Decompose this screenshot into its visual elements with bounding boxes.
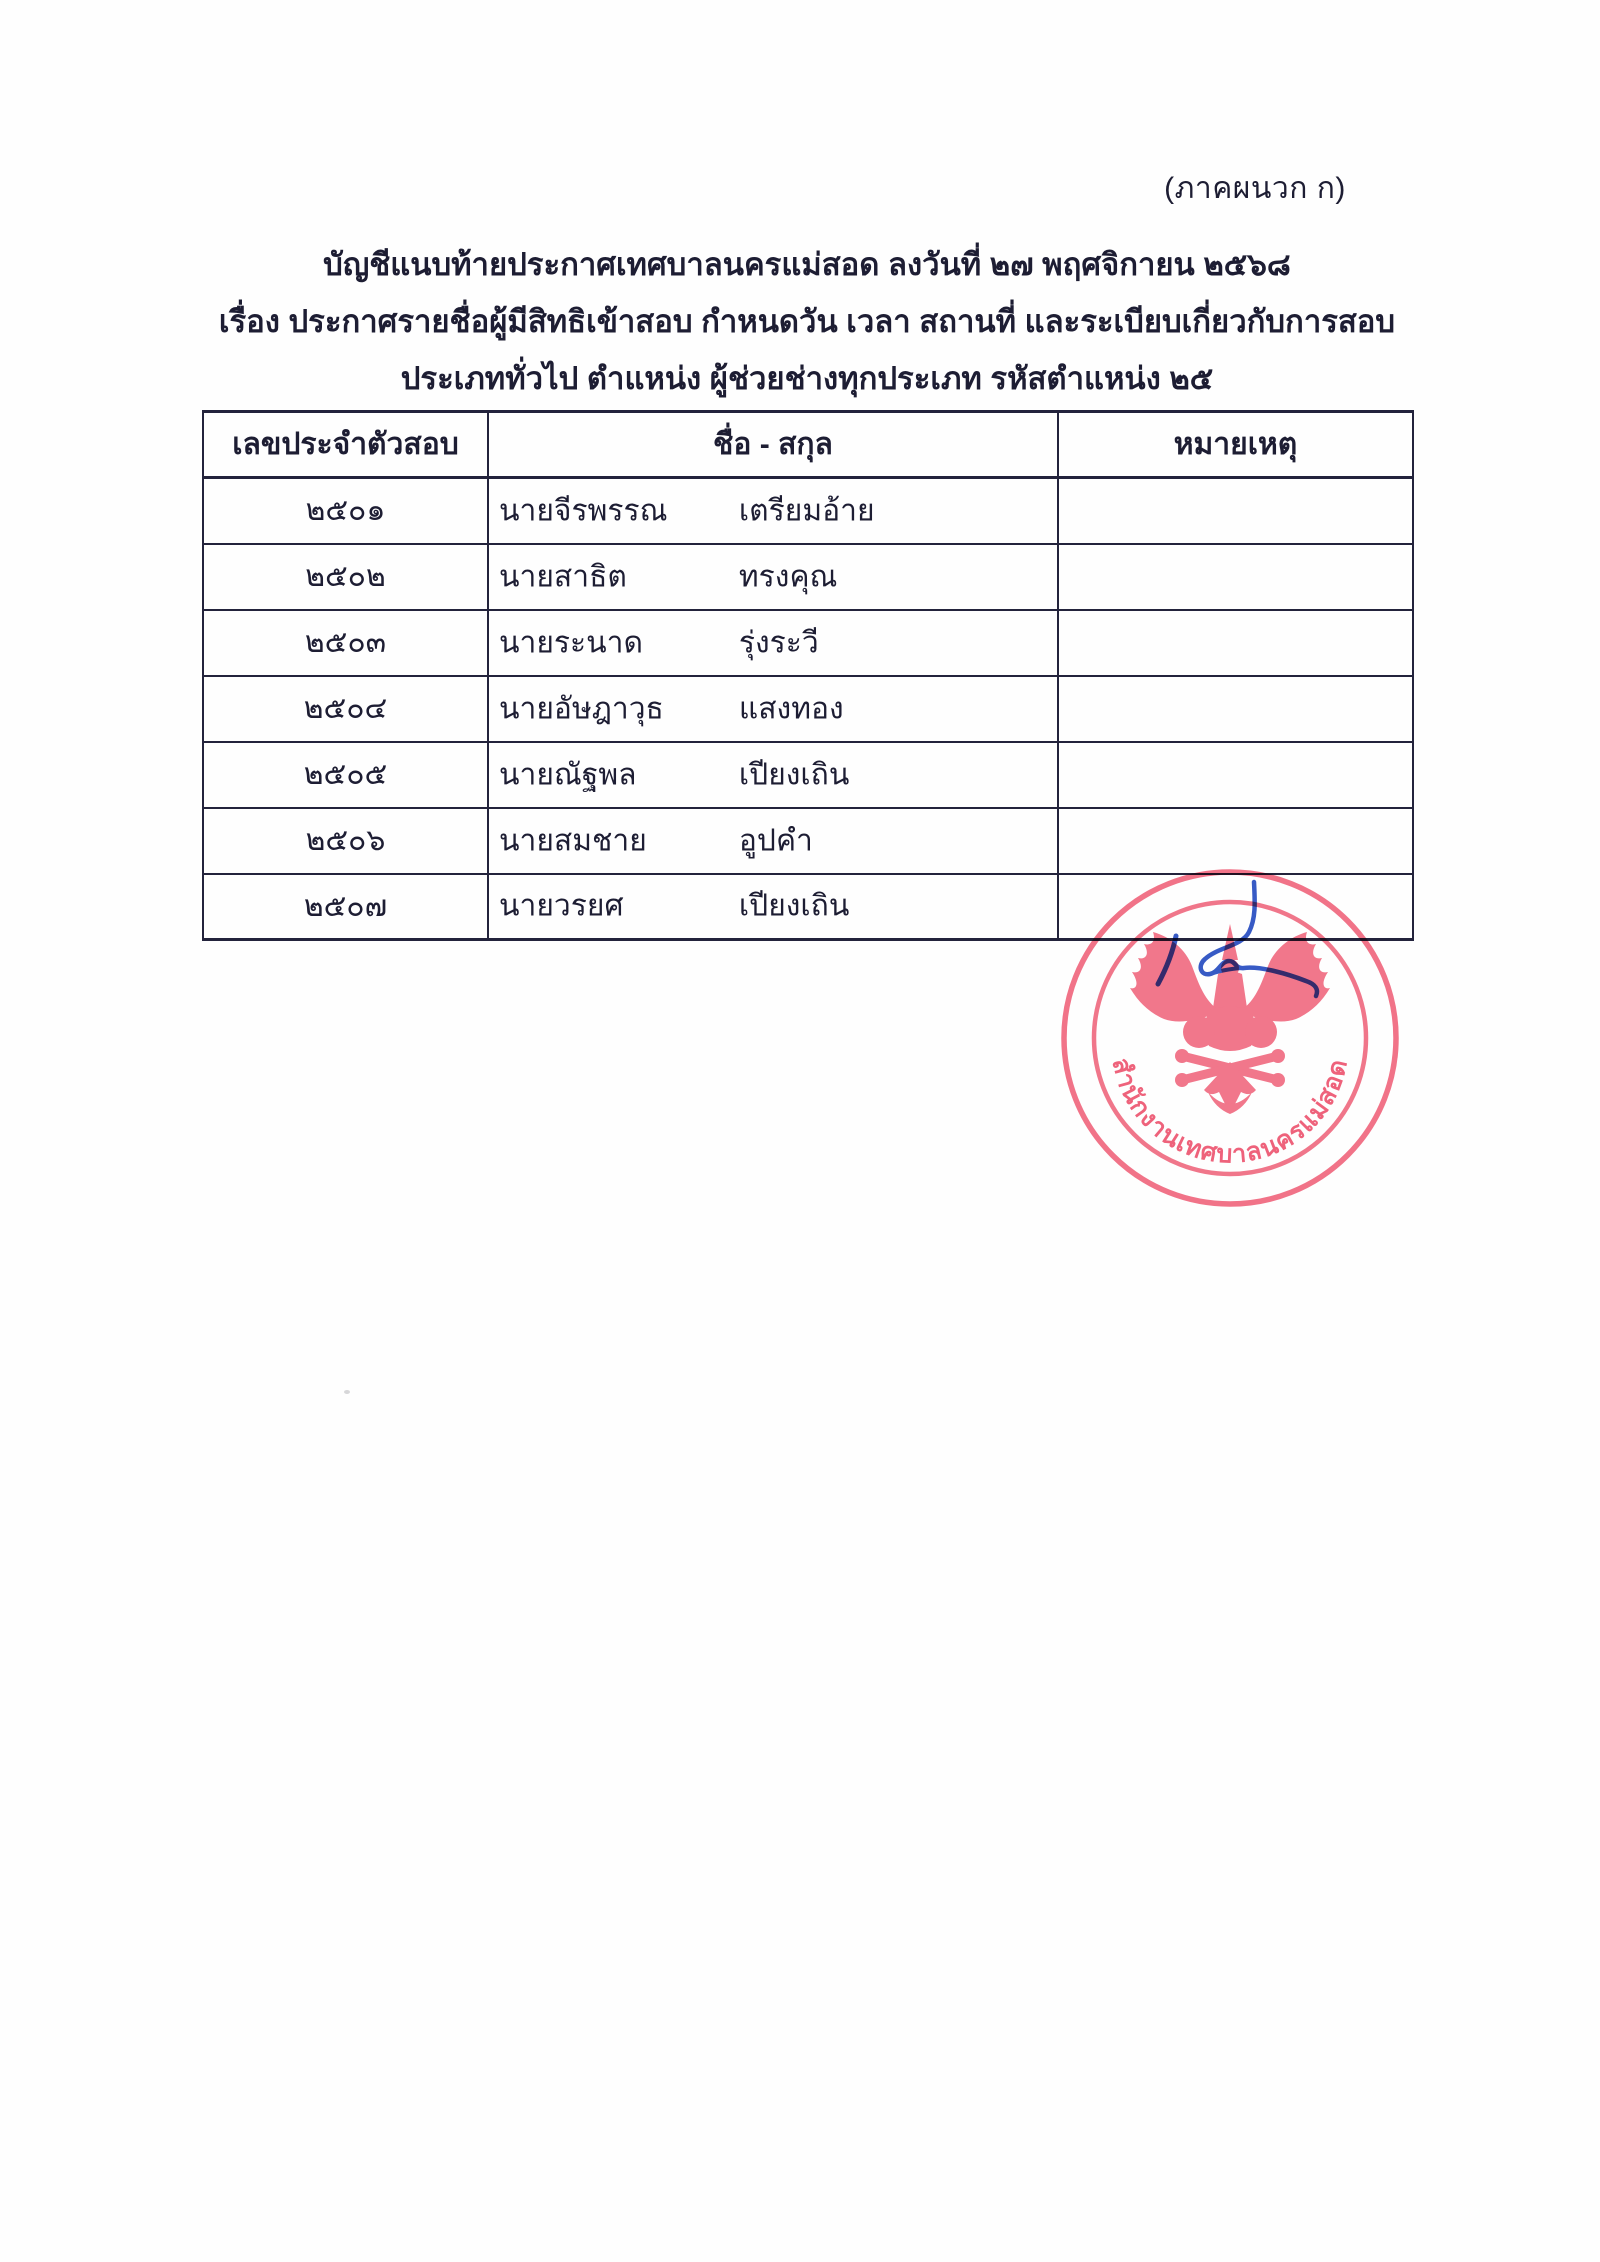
header-remark: หมายเหตุ bbox=[1058, 412, 1413, 478]
title-line-1: บัญชีแนบท้ายประกาศเทศบาลนครแม่สอด ลงวันที่ ๒๗ พฤศจิกายน ๒๕๖๘ bbox=[323, 247, 1291, 282]
name-cell bbox=[488, 610, 1058, 676]
name-cell bbox=[488, 808, 1058, 874]
table-row bbox=[203, 544, 1413, 610]
svg-text:สำนักงานเทศบาลนครแม่สอด: สำนักงานเทศบาลนครแม่สอด bbox=[1106, 1055, 1354, 1169]
appendix-label: (ภาคผนวก ก) bbox=[1164, 172, 1346, 205]
last-name-text: อูปคำ bbox=[738, 824, 813, 857]
title-line-3: ประเภททั่วไป ตำแหน่ง ผู้ช่วยช่างทุกประเภท รหัสตำแหน่ง ๒๕ bbox=[400, 361, 1214, 396]
table-row bbox=[203, 676, 1413, 742]
last-name-text: ทรงคุณ bbox=[738, 560, 838, 593]
name-cell bbox=[488, 874, 1058, 940]
table-header-row bbox=[203, 412, 1413, 478]
remark-cell bbox=[1058, 610, 1413, 676]
document-title-block bbox=[202, 236, 1412, 407]
remark-cell bbox=[1058, 742, 1413, 808]
remark-cell bbox=[1058, 676, 1413, 742]
first-name-text: นายสมชาย bbox=[499, 824, 647, 857]
name-cell bbox=[488, 742, 1058, 808]
scan-artifact-dot bbox=[344, 1390, 350, 1394]
table-row bbox=[203, 742, 1413, 808]
exam-id-cell: ๒๕๐๖ bbox=[203, 808, 488, 874]
last-name-text: แสงทอง bbox=[738, 692, 844, 725]
signature-ink bbox=[1118, 850, 1348, 1028]
exam-id-cell: ๒๕๐๑ bbox=[203, 478, 488, 544]
header-name: ชื่อ - สกุล bbox=[488, 412, 1058, 478]
last-name-text: เปียงเถิน bbox=[738, 758, 850, 791]
remark-cell bbox=[1058, 478, 1413, 544]
table-row bbox=[203, 478, 1413, 544]
name-cell bbox=[488, 676, 1058, 742]
exam-id-cell: ๒๕๐๕ bbox=[203, 742, 488, 808]
header-exam-id: เลขประจำตัวสอบ bbox=[203, 412, 488, 478]
first-name-text: นายระนาด bbox=[499, 626, 643, 659]
name-cell bbox=[488, 544, 1058, 610]
last-name-text: เตรียมอ้าย bbox=[738, 494, 875, 528]
first-name-text: นายวรยศ bbox=[499, 889, 624, 923]
exam-id-cell: ๒๕๐๒ bbox=[203, 544, 488, 610]
name-cell bbox=[488, 478, 1058, 544]
first-name-text: นายอัษฎาวุธ bbox=[499, 692, 664, 725]
remark-cell bbox=[1058, 544, 1413, 610]
first-name-text: นายณัฐพล bbox=[499, 758, 637, 791]
table-row bbox=[203, 610, 1413, 676]
last-name-text: เปียงเถิน bbox=[738, 889, 850, 923]
exam-id-cell: ๒๕๐๗ bbox=[203, 874, 488, 940]
title-line-2: เรื่อง ประกาศรายชื่อผู้มีสิทธิเข้าสอบ กำหนดวัน เวลา สถานที่ และระเบียบเกี่ยวกับการสอบ bbox=[218, 304, 1396, 339]
first-name-text: นายสาธิต bbox=[499, 560, 627, 593]
exam-id-cell: ๒๕๐๓ bbox=[203, 610, 488, 676]
first-name-text: นายจีรพรรณ bbox=[499, 494, 668, 528]
last-name-text: รุ่งระวี bbox=[738, 626, 819, 659]
exam-id-cell: ๒๕๐๔ bbox=[203, 676, 488, 742]
